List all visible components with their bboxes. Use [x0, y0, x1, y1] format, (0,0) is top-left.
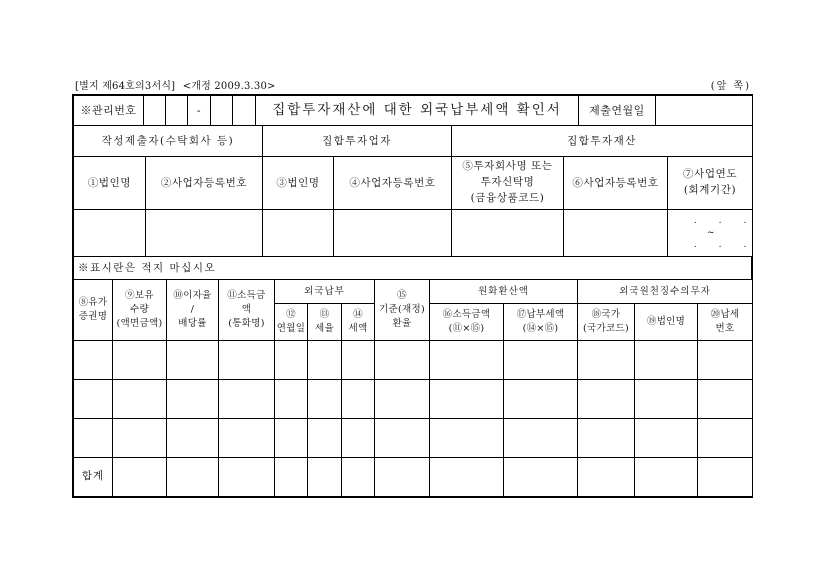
total-cell [308, 458, 342, 497]
note-row [74, 257, 752, 280]
header-line: 증권명 [78, 311, 108, 322]
country-header [578, 304, 635, 341]
period-to-placeholder: . . . [693, 240, 748, 251]
header-line: ⑩이자율 [173, 290, 212, 302]
management-number-label: ※관리번호 [74, 96, 144, 126]
detail-cell [74, 419, 113, 458]
submitter-group-header: 작성제출자(수탁회사 등) [74, 126, 263, 157]
detail-cell [113, 341, 167, 380]
exchange-rate-header [375, 280, 430, 341]
header-line: ⑰납부세액 [516, 309, 565, 321]
manager-corp-name-value [263, 210, 334, 257]
foreign-withholder-group-header: 외국원천징수의무자 [578, 280, 753, 304]
manager-group-header: 집합투자업자 [263, 126, 452, 157]
form-reference [75, 77, 276, 92]
note-table [73, 256, 752, 280]
header-line: (⑭×⑮) [522, 323, 559, 334]
detail-cell [219, 341, 275, 380]
submitter-biz-no-value [146, 210, 263, 257]
fund-name-header [452, 157, 564, 210]
fiscal-period-line: ⑦사업연도 [682, 168, 738, 181]
total-cell [113, 458, 167, 497]
detail-cell [504, 380, 578, 419]
property-group-header: 집합투자재산 [452, 126, 753, 157]
fund-name-line: (금융상품코드) [470, 191, 545, 204]
header-line: ⑭ [353, 309, 363, 321]
detail-cell [219, 380, 275, 419]
detail-cell [578, 419, 635, 458]
management-number-box [166, 96, 188, 126]
header-line: 배당률 [178, 317, 207, 329]
total-cell [219, 458, 275, 497]
detail-cell [504, 341, 578, 380]
detail-row [74, 380, 753, 419]
detail-cell [342, 341, 375, 380]
detail-cell [74, 380, 113, 419]
form-title: 집합투자재산에 대한 외국납부세액 확인서 [256, 96, 579, 126]
parties-table [73, 125, 753, 257]
detail-cell [504, 419, 578, 458]
fiscal-period-value [668, 210, 753, 257]
header-line: ⑮ [397, 290, 407, 302]
detail-cell [342, 419, 375, 458]
krw-conversion-group-header: 원화환산액 [430, 280, 578, 304]
header-line: ⑱국가 [591, 309, 621, 321]
total-cell [698, 458, 753, 497]
detail-header-row [74, 280, 753, 304]
header-line: 기준(재정) [379, 304, 425, 316]
detail-cell [430, 341, 504, 380]
period-separator: ~ [707, 227, 716, 238]
header-line: (⑪×⑮) [448, 323, 485, 334]
header-line: (국가코드) [583, 323, 629, 334]
header-line: ⑳납세 [710, 309, 740, 321]
parties-group-row [74, 126, 753, 157]
paid-date-header [275, 304, 308, 341]
header-line: 번호 [715, 323, 735, 334]
manager-biz-no-value [334, 210, 452, 257]
tax-amount-header [342, 304, 375, 341]
submission-date-field [656, 96, 753, 126]
fund-name-line: ⑤투자회사명 또는 [462, 160, 553, 173]
header-line: ⑯소득금액 [442, 309, 491, 321]
manager-corp-name-header: ③법인명 [263, 157, 334, 210]
detail-cell [275, 380, 308, 419]
detail-cell [578, 341, 635, 380]
submission-date-label: 제출연월일 [579, 96, 656, 126]
fund-biz-no-header: ⑥사업자등록번호 [564, 157, 668, 210]
fiscal-period-line: (회계기간) [683, 184, 737, 196]
detail-cell [308, 380, 342, 419]
header-line: ⑨보유 [125, 290, 154, 302]
detail-table [73, 279, 753, 497]
management-number-separator: - [188, 96, 211, 126]
detail-cell [342, 380, 375, 419]
do-not-fill-note: ※표시란은 적지 마십시오 [74, 257, 752, 280]
income-amount-header [219, 280, 275, 341]
total-cell [504, 458, 578, 497]
total-cell [578, 458, 635, 497]
header-line: ⑬ [319, 309, 330, 321]
page-side-label: (앞 쪽) [710, 81, 751, 92]
submitter-corp-name-header: ①법인명 [74, 157, 146, 210]
form-number: [별지 제64호의3서식] [75, 81, 176, 92]
detail-cell [430, 419, 504, 458]
detail-cell [113, 380, 167, 419]
holding-quantity-header [113, 280, 167, 341]
rate-header [167, 280, 219, 341]
management-number-box [211, 96, 233, 126]
title-row [74, 96, 753, 126]
detail-cell [74, 341, 113, 380]
period-from-placeholder: . . . [693, 215, 748, 226]
fund-name-line: 투자신탁명 [480, 176, 535, 189]
parties-header-row [74, 157, 753, 210]
detail-cell [375, 341, 430, 380]
title-table [73, 95, 753, 126]
total-cell [275, 458, 308, 497]
revision-date: <개정 2009.3.30> [182, 81, 276, 92]
detail-cell [219, 419, 275, 458]
detail-cell [308, 419, 342, 458]
tax-id-header [698, 304, 753, 341]
krw-tax-header [504, 304, 578, 341]
manager-biz-no-header: ④사업자등록번호 [334, 157, 452, 210]
security-name-header [74, 280, 113, 341]
header-line: ⑧유가 [78, 297, 108, 309]
krw-income-header [430, 304, 504, 341]
total-row [74, 458, 753, 497]
withholder-corp-name-header: ⑲법인명 [635, 304, 698, 341]
submitter-corp-name-value [74, 210, 146, 257]
header-line: 연월일 [276, 323, 306, 334]
total-cell [635, 458, 698, 497]
total-cell [375, 458, 430, 497]
detail-cell [430, 380, 504, 419]
fund-name-value [452, 210, 564, 257]
header-line: 세액 [348, 323, 368, 334]
header-line: (액면금액) [116, 317, 163, 329]
detail-cell [113, 419, 167, 458]
total-cell [342, 458, 375, 497]
detail-cell [167, 419, 219, 458]
total-cell [430, 458, 504, 497]
detail-cell [375, 419, 430, 458]
tax-rate-header [308, 304, 342, 341]
total-label: 합계 [74, 458, 113, 497]
detail-cell [698, 419, 753, 458]
detail-row [74, 419, 753, 458]
total-cell [167, 458, 219, 497]
detail-cell [635, 419, 698, 458]
header-line: (통화명) [228, 317, 265, 329]
management-number-box [144, 96, 166, 126]
fiscal-period-header [668, 157, 753, 210]
detail-cell [375, 380, 430, 419]
detail-cell [275, 341, 308, 380]
header-line: 수량 [130, 304, 149, 316]
header-line: 환율 [392, 317, 412, 329]
detail-cell [698, 380, 753, 419]
header-line: ⑪소득금 [227, 290, 266, 302]
header-line: / [190, 304, 195, 316]
management-number-box [233, 96, 256, 126]
detail-cell [578, 380, 635, 419]
detail-cell [308, 341, 342, 380]
parties-value-row [74, 210, 753, 257]
detail-cell [635, 380, 698, 419]
confirmation-form [73, 95, 752, 497]
foreign-paid-group-header: 외국납부 [275, 280, 375, 304]
detail-cell [167, 341, 219, 380]
header-line: 세율 [315, 323, 334, 334]
detail-row [74, 341, 753, 380]
header-line: ⑫ [286, 309, 296, 321]
detail-cell [635, 341, 698, 380]
detail-cell [167, 380, 219, 419]
fund-biz-no-value [564, 210, 668, 257]
submitter-biz-no-header: ②사업자등록번호 [146, 157, 263, 210]
detail-cell [698, 341, 753, 380]
detail-cell [275, 419, 308, 458]
header-line: 액 [241, 304, 252, 316]
